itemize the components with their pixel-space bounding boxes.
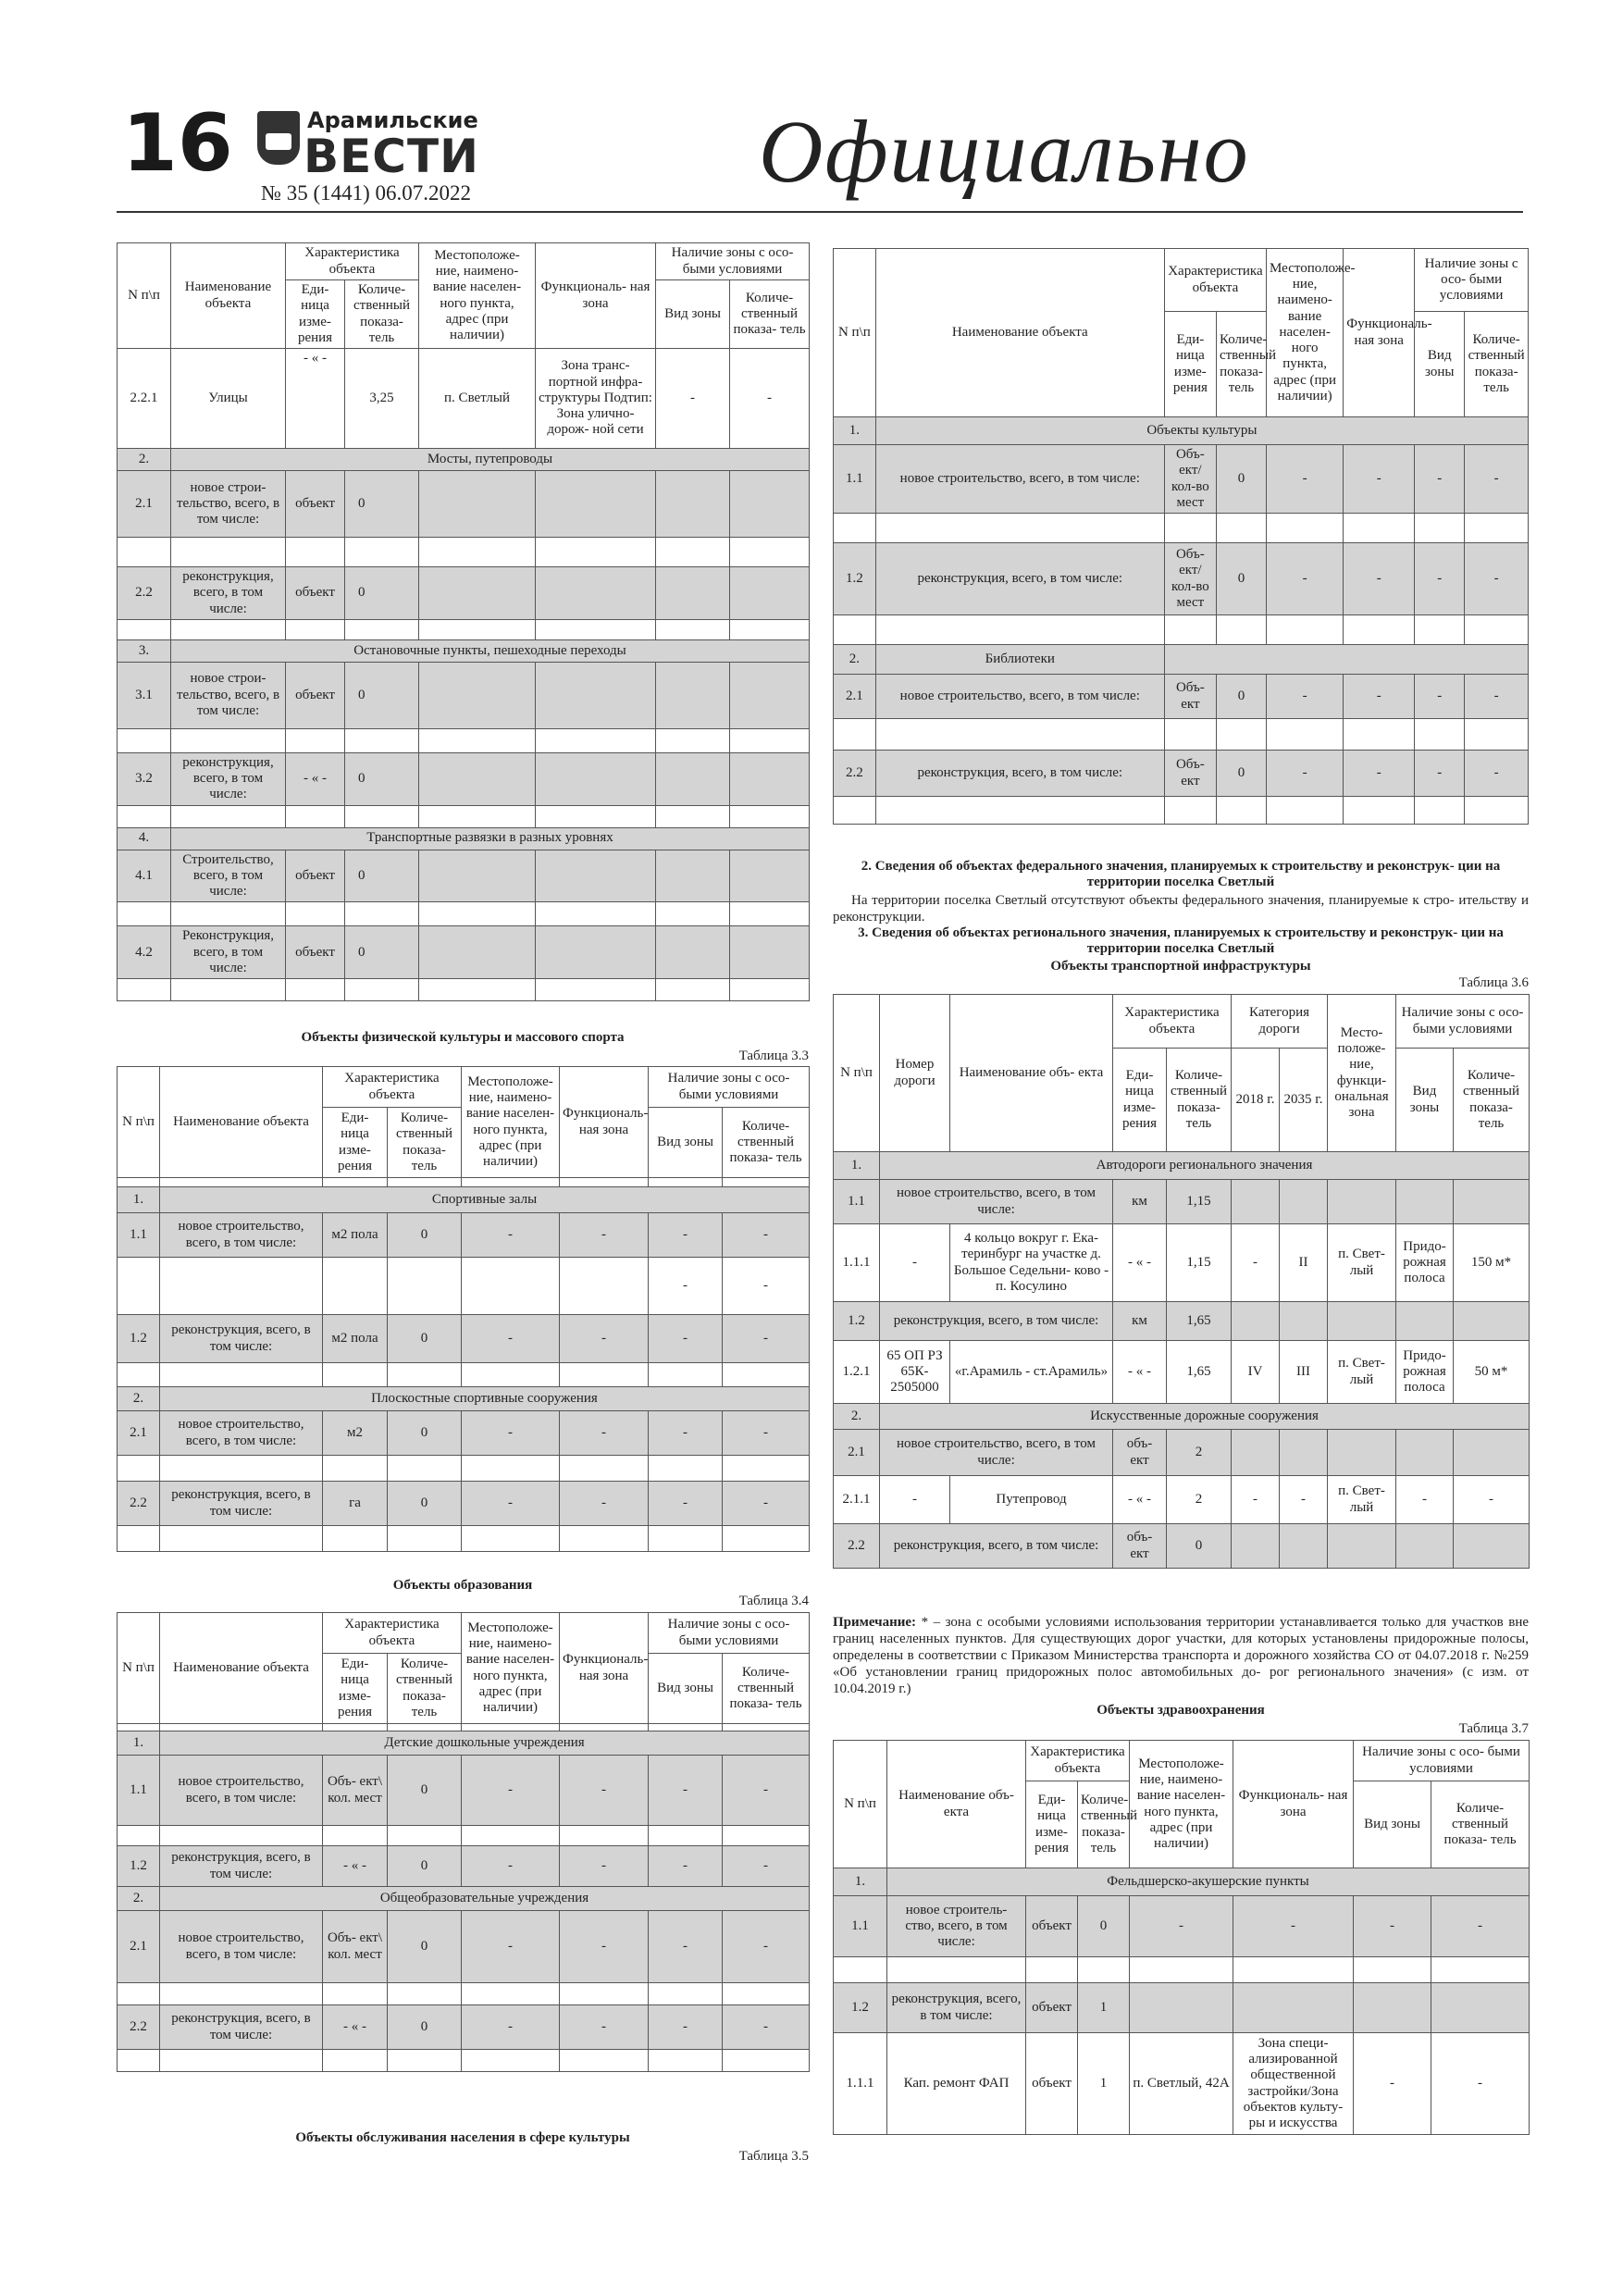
- section-3-subheading: Объекты транспортной инфраструктуры: [1050, 959, 1311, 974]
- table-3-4-number: Таблица 3.4: [738, 1594, 809, 1608]
- section-row: 2. Библиотеки: [834, 645, 1529, 675]
- section-row: 2. Плоскостные спортивные сооружения: [118, 1387, 810, 1411]
- col-n: N п\п: [118, 243, 171, 349]
- section-row: 2. Мосты, путепроводы: [118, 449, 810, 471]
- table-3-7-number: Таблица 3.7: [1458, 1721, 1529, 1736]
- section-row: 2. Общеобразовательные учреждения: [118, 1887, 810, 1911]
- table-row: 3.1 новое строи- тельство, всего, в том числе: объект 0: [118, 662, 810, 728]
- table-row: 1.1 новое строитель- ство, всего, в том числе: объект 0 - - - -: [834, 1896, 1530, 1957]
- section-2-heading: 2. Сведения об объектах федерального значения, планируемых к строительству и реконструк- ции на территории поселка Светлый: [861, 859, 1501, 889]
- table-3-4-caption: Объекты образования: [392, 1578, 533, 1593]
- table-row: 1.2.1 65 ОП РЗ 65К- 2505000 «г.Арамиль - ст.Арамиль» - « - 1,65 IV III п. Свет- лый Придо- рожная полоса 50 м*: [834, 1341, 1530, 1404]
- table-row: 2.1 новое строительство, всего, в том числе: м2 0 - - - -: [118, 1411, 810, 1456]
- col-zone: Наличие зоны с осо- быми условиями: [656, 243, 810, 280]
- table-row: 1.1.1 - 4 кольцо вокруг г. Ека- теринбург на участке д. Большое Седельни- ково - п. Косулино - « - 1,15 - II п. Свет- лый Придо- рожная полоса 150 м*: [834, 1224, 1530, 1302]
- col-loc: Местоположе- ние, наимено- вание населен- ного пункта, адрес (при наличии): [419, 243, 536, 349]
- table-3-5-caption: Объекты обслуживания населения в сфере культуры: [295, 2130, 630, 2145]
- col-zone-type: Вид зоны: [656, 280, 730, 349]
- table-row: 4.1 Строительство, всего, в том числе: объект 0: [118, 850, 810, 902]
- table-row: 2.2 реконструкция, всего, в том числе: Объ- ект 0 - - - -: [834, 751, 1529, 797]
- table-3-3: N п\п Наименование объекта Характеристика объекта Местоположе- ние, наимено- вание населен- ного пункта, адрес (при наличии) Функциональ- ная зона Наличие зоны с осо- быми условиями Еди- ница изме- рения Количе- ственный показа- тель Вид зоны Количе- ственный показа- тель 1. Спортивные залы 1.1 новое строительство, всего, в том числе: м2 пола 0 - - - - - - 1.2 реконструкция, всего, в том числе: м2 пола 0 - - - - 2. Плоскостные спортивные сооружения 2.1 новое строительство, всего, в том числе: м2 0 - - - - 2.2 реконструкция, всего, в том числе: га 0 - - - -: [117, 1066, 810, 1552]
- table-row: 1.2 реконструкция, всего, в том числе: Объ- ект/ кол-во мест 0 - - - -: [834, 543, 1529, 615]
- table-row: 1.1 новое строительство, всего, в том числе: Объ- ект/ кол-во мест 0 - - - -: [834, 445, 1529, 514]
- col-qty: Количе- ственный показа- тель: [345, 280, 419, 349]
- section-title: Официально: [759, 102, 1250, 201]
- table-row: 2.1 новое строительство, всего, в том числе: Объ- ект 0 - - - -: [834, 675, 1529, 719]
- table-3-6-number: Таблица 3.6: [1458, 975, 1529, 990]
- col-category: Категория дороги: [1232, 995, 1328, 1049]
- section-2-text: На территории поселка Светлый отсутствуют объекты федерального значения, планируемые к стро- ительству и реконструкции.: [833, 893, 1529, 925]
- table-row: 1.2 реконструкция, всего, в том числе: км 1,65: [834, 1302, 1530, 1341]
- table-3-4: N п\п Наименование объекта Характеристика объекта Местоположе- ние, наимено- вание населен- ного пункта, адрес (при наличии) Функциональ- ная зона Наличие зоны с осо- быми условиями Еди- ница изме- рения Количе- ственный показа- тель Вид зоны Количе- ственный показа- тель 1. Детские дошкольные учреждения 1.1 новое строительство, всего, в том числе: Объ- ект\ кол. мест 0 - - - - 1.2 реконструкция, всего, в том числе: - « - 0 - - - - 2. Общеобразовательные учреждения 2.1 новое строительство, всего, в том числе: Объ- ект\ кол. мест 0 - - - - 2.2 реконструкция, всего, в том числе: - « - 0 - - - -: [117, 1612, 810, 2072]
- table-row: 3.2 реконструкция, всего, в том числе: - « - 0: [118, 752, 810, 805]
- header-divider: [117, 211, 1523, 213]
- col-name: Наименование объекта: [171, 243, 286, 349]
- logo-title: ВЕСТИ: [304, 130, 479, 183]
- table-transport-continued: [117, 242, 810, 1001]
- table-row: 1.1 новое строительство, всего, в том числе: км 1,15: [834, 1180, 1530, 1224]
- table-3-5: N п\п Наименование объекта Характеристика объекта Местоположе- ние, наимено- вание населен- ного пункта, адрес (при наличии) Функциональ- ная зона Наличие зоны с осо- быми условиями Еди- ница изме- рения Количе- ственный показа- тель Вид зоны Количе- ственный показа- тель 1. Объекты культуры 1.1 новое строительство, всего, в том числе: Объ- ект/ кол-во мест 0 - - - - 1.2 реконструкция, всего, в том числе: Объ- ект/ кол-во мест 0 - - - - 2. Библиотеки 2.1 новое строительство, всего, в том числе: Объ- ект 0 - - - - 2.2 реконструкция, всего, в том числе: Объ- ект 0 - - - -: [833, 248, 1529, 825]
- table-3-7-caption: Объекты здравоохранения: [1096, 1703, 1265, 1718]
- col-char: Характеристика объекта: [286, 243, 419, 280]
- col-func: Функциональ- ная зона: [536, 243, 656, 349]
- section-row: 1. Объекты культуры: [834, 417, 1529, 445]
- table-row: 2.2 реконструкция, всего, в том числе: объ- ект 0: [834, 1524, 1530, 1569]
- table-3-6: N п\п Номер дороги Наименование объ- екта Характеристика объекта Категория дороги Место- положе- ние, функци- ональная зона Наличие зоны с осо- быми условиями Еди- ница изме- рения Количе- ственный показа- тель 2018 г. 2035 г. Вид зоны Количе- ственный показа- тель 1. Автодороги регионального значения 1.1 новое строительство, всего, в том числе: км 1,15 1.1.1 - 4 кольцо вокруг г. Ека- теринбург на участке д. Большое Седельни- ково - п. Косулино - « - 1,15 - II п. Свет- лый Придо- рожная полоса 150 м* 1.2 реконструкция, всего, в том числе: км 1,65 1.2.1 65 ОП РЗ 65К- 2505000 «г.Арамиль - ст.Арамиль» - « - 1,65 IV III п. Свет- лый Придо- рожная полоса 50 м* 2. Искусственные дорожные сооружения 2.1 новое строительство, всего, в том числе: объ- ект 2 2.1.1 - Путепровод - « - 2 - - п. Свет- лый - - 2.2 реконструкция, всего, в том числе: объ- ект 0: [833, 994, 1530, 1569]
- section-row: 1. Автодороги регионального значения: [834, 1152, 1530, 1180]
- note-text: * – зона с особыми условиями использования территории устанавливается только для участков вне границ населенных пунктов. Для существующих дорог участки, для которых установлены придорожные полосы, определены в соответствии с Приказом Министерства транспорта и дорожного хозяйства СО от 04.07.2018 г. №259 «Об установлении границ придорожных полос автомобильных до- рог регионального значения» (с изм. от 10.04.2019 г.): [833, 1615, 1529, 1696]
- section-row: 4. Транспортные развязки в разных уровнях: [118, 827, 810, 850]
- logo-subtitle: Арамильские: [307, 107, 478, 133]
- note-label: Примечание:: [833, 1615, 917, 1630]
- table-row: 1.1 новое строительство, всего, в том числе: Объ- ект\ кол. мест 0 - - - -: [118, 1756, 810, 1826]
- table-row: - -: [118, 1258, 810, 1315]
- table-row: 2.2.1 Улицы - « - 3,25 п. Светлый Зона транс- портной инфра- структуры Подтип: Зона улично-дорож- ной сети - -: [118, 349, 810, 449]
- table-row: 2.1.1 - Путепровод - « - 2 - - п. Свет- лый - -: [834, 1476, 1530, 1524]
- table-row: 1.2 реконструкция, всего, в том числе: м2 пола 0 - - - -: [118, 1315, 810, 1363]
- section-row: 2. Искусственные дорожные сооружения: [834, 1404, 1530, 1430]
- page-number: 16: [122, 97, 233, 190]
- table-row: 1.1 новое строительство, всего, в том числе: м2 пола 0 - - - -: [118, 1213, 810, 1258]
- table-3-7: N п\п Наименование объ- екта Характеристика объекта Местоположе- ние, наимено- вание населен- ного пункта, адрес (при наличии) Функциональ- ная зона Наличие зоны с осо- быми условиями Еди- ница изме- рения Количе- ственный показа- тель Вид зоны Количе- ственный показа- тель 1. Фельдшерско-акушерские пункты 1.1 новое строитель- ство, всего, в том числе: объект 0 - - - - 1.2 реконструкция, всего, в том числе: объект 1 1.1.1 Кап. ремонт ФАП объект 1 п. Светлый, 42А Зона специ- ализированной общественной застройки/Зона объектов культу- ры и искусства - -: [833, 1740, 1530, 2135]
- coat-of-arms-icon: [257, 111, 300, 165]
- table-row: 4.2 Реконструкция, всего, в том числе: объект 0: [118, 926, 810, 979]
- table-3-6-note: [833, 1614, 1529, 1697]
- table-3-3-caption: Объекты физической культуры и массового спорта: [301, 1030, 625, 1045]
- col-zone-qty: Количе- ственный показа- тель: [730, 280, 810, 349]
- table-row: 2.1 новое строи- тельство, всего, в том числе: объект 0: [118, 471, 810, 538]
- table-row: 2.1 новое строительство, всего, в том числе: объ- ект 2: [834, 1430, 1530, 1476]
- table-row: 1.2 реконструкция, всего, в том числе: - « - 0 - - - -: [118, 1846, 810, 1887]
- table-row: 2.2 реконструкция, всего, в том числе: - « - 0 - - - -: [118, 2005, 810, 2050]
- table-row: 2.1 новое строительство, всего, в том числе: Объ- ект\ кол. мест 0 - - - -: [118, 1911, 810, 1983]
- table-3-5-number: Таблица 3.5: [738, 2149, 809, 2164]
- section-row: 1. Фельдшерско-акушерские пункты: [834, 1868, 1530, 1896]
- table-3-3-number: Таблица 3.3: [738, 1049, 809, 1063]
- table-row: 2.2 реконструкция, всего, в том числе: га 0 - - - -: [118, 1482, 810, 1526]
- table-row: 1.2 реконструкция, всего, в том числе: объект 1: [834, 1983, 1530, 2033]
- table-row: 1.1.1 Кап. ремонт ФАП объект 1 п. Светлый, 42А Зона специ- ализированной общественной застройки/Зона объектов культу- ры и искусства - -: [834, 2033, 1530, 2135]
- section-3-heading: 3. Сведения об объектах регионального значения, планируемых к строительству и реконструк- ции на территории поселка Светлый: [858, 925, 1504, 956]
- section-row: 1. Детские дошкольные учреждения: [118, 1731, 810, 1756]
- section-row: 3. Остановочные пункты, пешеходные переходы: [118, 639, 810, 662]
- issue-info: № 35 (1441) 06.07.2022: [261, 181, 472, 205]
- section-row: 1. Спортивные залы: [118, 1187, 810, 1213]
- col-road: Номер дороги: [880, 995, 950, 1152]
- table-row: 2.2 реконструкция, всего, в том числе: объект 0: [118, 567, 810, 620]
- col-unit: Еди- ница изме- рения: [286, 280, 345, 349]
